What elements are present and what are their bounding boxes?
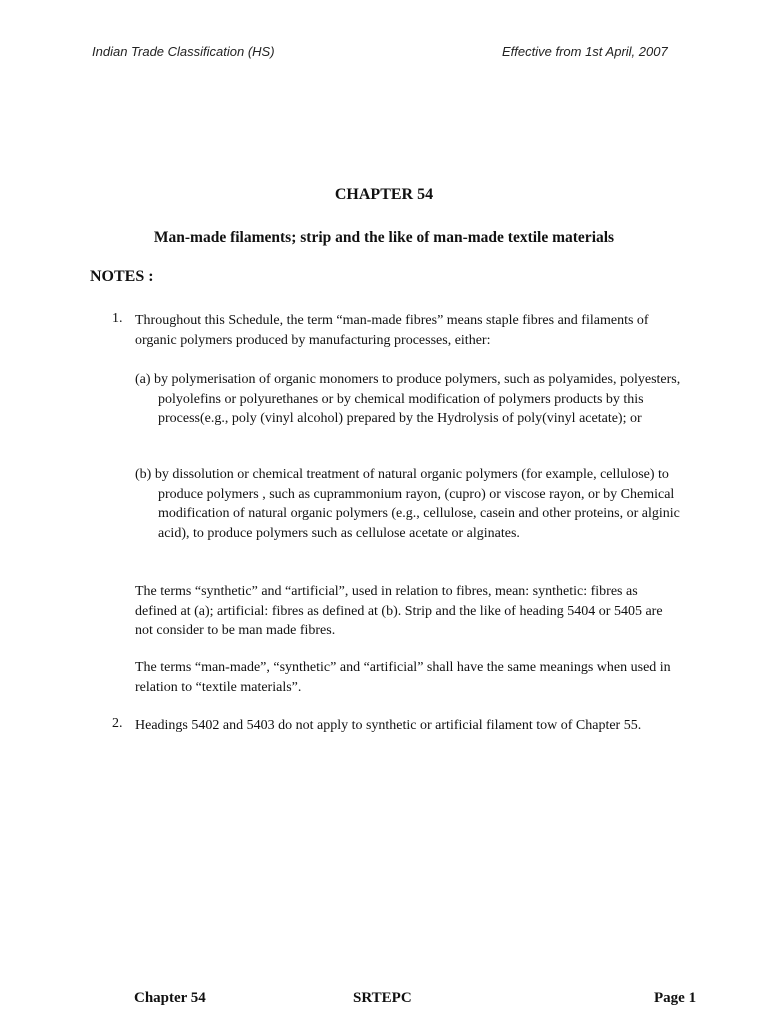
notes-heading: NOTES : — [90, 268, 154, 285]
footer-organization: SRTEPC — [353, 990, 412, 1006]
note-1-paragraph-3: The terms “man-made”, “synthetic” and “artificial” shall have the same meanings when used in relation to “textile materials”. — [135, 660, 671, 695]
footer-chapter: Chapter 54 — [134, 990, 206, 1006]
note-1-intro: Throughout this Schedule, the term “man-made fibres” means staple fibres and filaments of organic polymers produced by manufacturing processes, either: — [135, 313, 649, 348]
chapter-subtitle: Man-made filaments; strip and the like of man-made textile materials — [153, 229, 615, 246]
footer-page-number: Page 1 — [654, 990, 697, 1006]
note-1-number: 1. — [112, 311, 123, 326]
note-1-sub-b: (b) by dissolution or chemical treatment of natural organic polymers (for example, cellulose) to produce polymers , such as cuprammonium rayon, (cupro) or viscose rayon, or by Chemical modification of natural organic polymers (e.g., cellulose, casein and other proteins, or alginic acid), to produce polymers such as cellulose acetate or alginates. — [135, 467, 680, 541]
chapter-title: CHAPTER 54 — [334, 186, 434, 203]
header-right: Effective from 1st April, 2007 — [502, 44, 668, 59]
note-2-number: 2. — [112, 716, 123, 731]
note-1-paragraph-2: The terms “synthetic” and “artificial”, used in relation to fibres, mean: synthetic: fibres as defined at (a); artificial: fibres as defined at (b). Strip and the like of heading 5404 or 5405 are not consider to be man made fibres. — [135, 584, 663, 638]
note-2-text: Headings 5402 and 5403 do not apply to synthetic or artificial filament tow of Chapter 55. — [135, 718, 642, 733]
note-1-sub-a: (a) by polymerisation of organic monomers to produce polymers, such as polyamides, polyesters, polyolefins or polyurethanes or by chemical modification of polymers products by this process(e.g., poly (vinyl alcohol) prepared by the Hydrolysis of poly(vinyl acetate); or — [135, 372, 681, 426]
header-left: Indian Trade Classification (HS) — [92, 44, 275, 59]
